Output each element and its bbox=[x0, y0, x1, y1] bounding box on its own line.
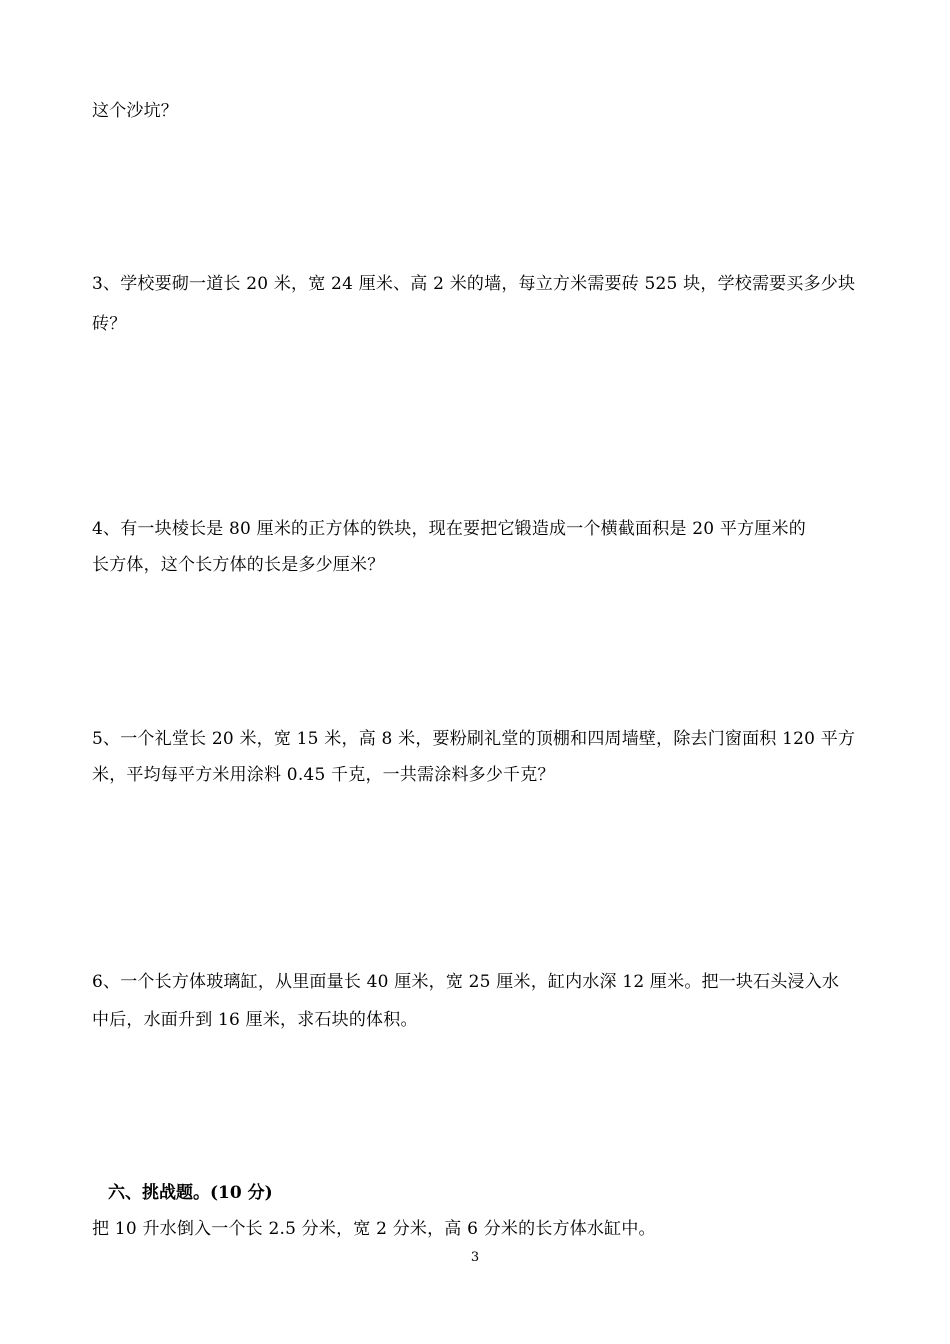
problem-4-line-2: 长方体，这个长方体的长是多少厘米？ bbox=[92, 555, 385, 575]
problem-3-line-2: 砖？ bbox=[92, 314, 127, 334]
problem-6-line-2: 中后，水面升到 16 厘米，求石块的体积。 bbox=[92, 1010, 418, 1030]
problem-5-line-2: 米，平均每平方米用涂料 0.45 千克，一共需涂料多少千克？ bbox=[92, 765, 555, 785]
problem-6-line-1: 6、一个长方体玻璃缸，从里面量长 40 厘米，宽 25 厘米，缸内水深 12 厘米。把一块石头浸入水 bbox=[92, 972, 840, 992]
problem-5-line-1: 5、一个礼堂长 20 米，宽 15 米，高 8 米，要粉刷礼堂的顶棚和四周墙壁，除去门窗面积 120 平方 bbox=[92, 729, 856, 749]
problem-4-line-1: 4、有一块棱长是 80 厘米的正方体的铁块，现在要把它锻造成一个横截面积是 20 平方厘米的 bbox=[92, 519, 806, 539]
page-number: 3 bbox=[470, 1250, 480, 1265]
problem-2-line-2: 这个沙坑？ bbox=[92, 101, 178, 121]
section-six-question: 把 10 升水倒入一个长 2.5 分米，宽 2 分米，高 6 分米的长方体水缸中。 bbox=[92, 1219, 656, 1239]
problem-3-line-1: 3、学校要砌一道长 20 米，宽 24 厘米、高 2 米的墙，每立方米需要砖 525 块，学校需要买多少块 bbox=[92, 274, 856, 294]
section-six-heading: 六、挑战题。(10 分) bbox=[108, 1183, 273, 1203]
